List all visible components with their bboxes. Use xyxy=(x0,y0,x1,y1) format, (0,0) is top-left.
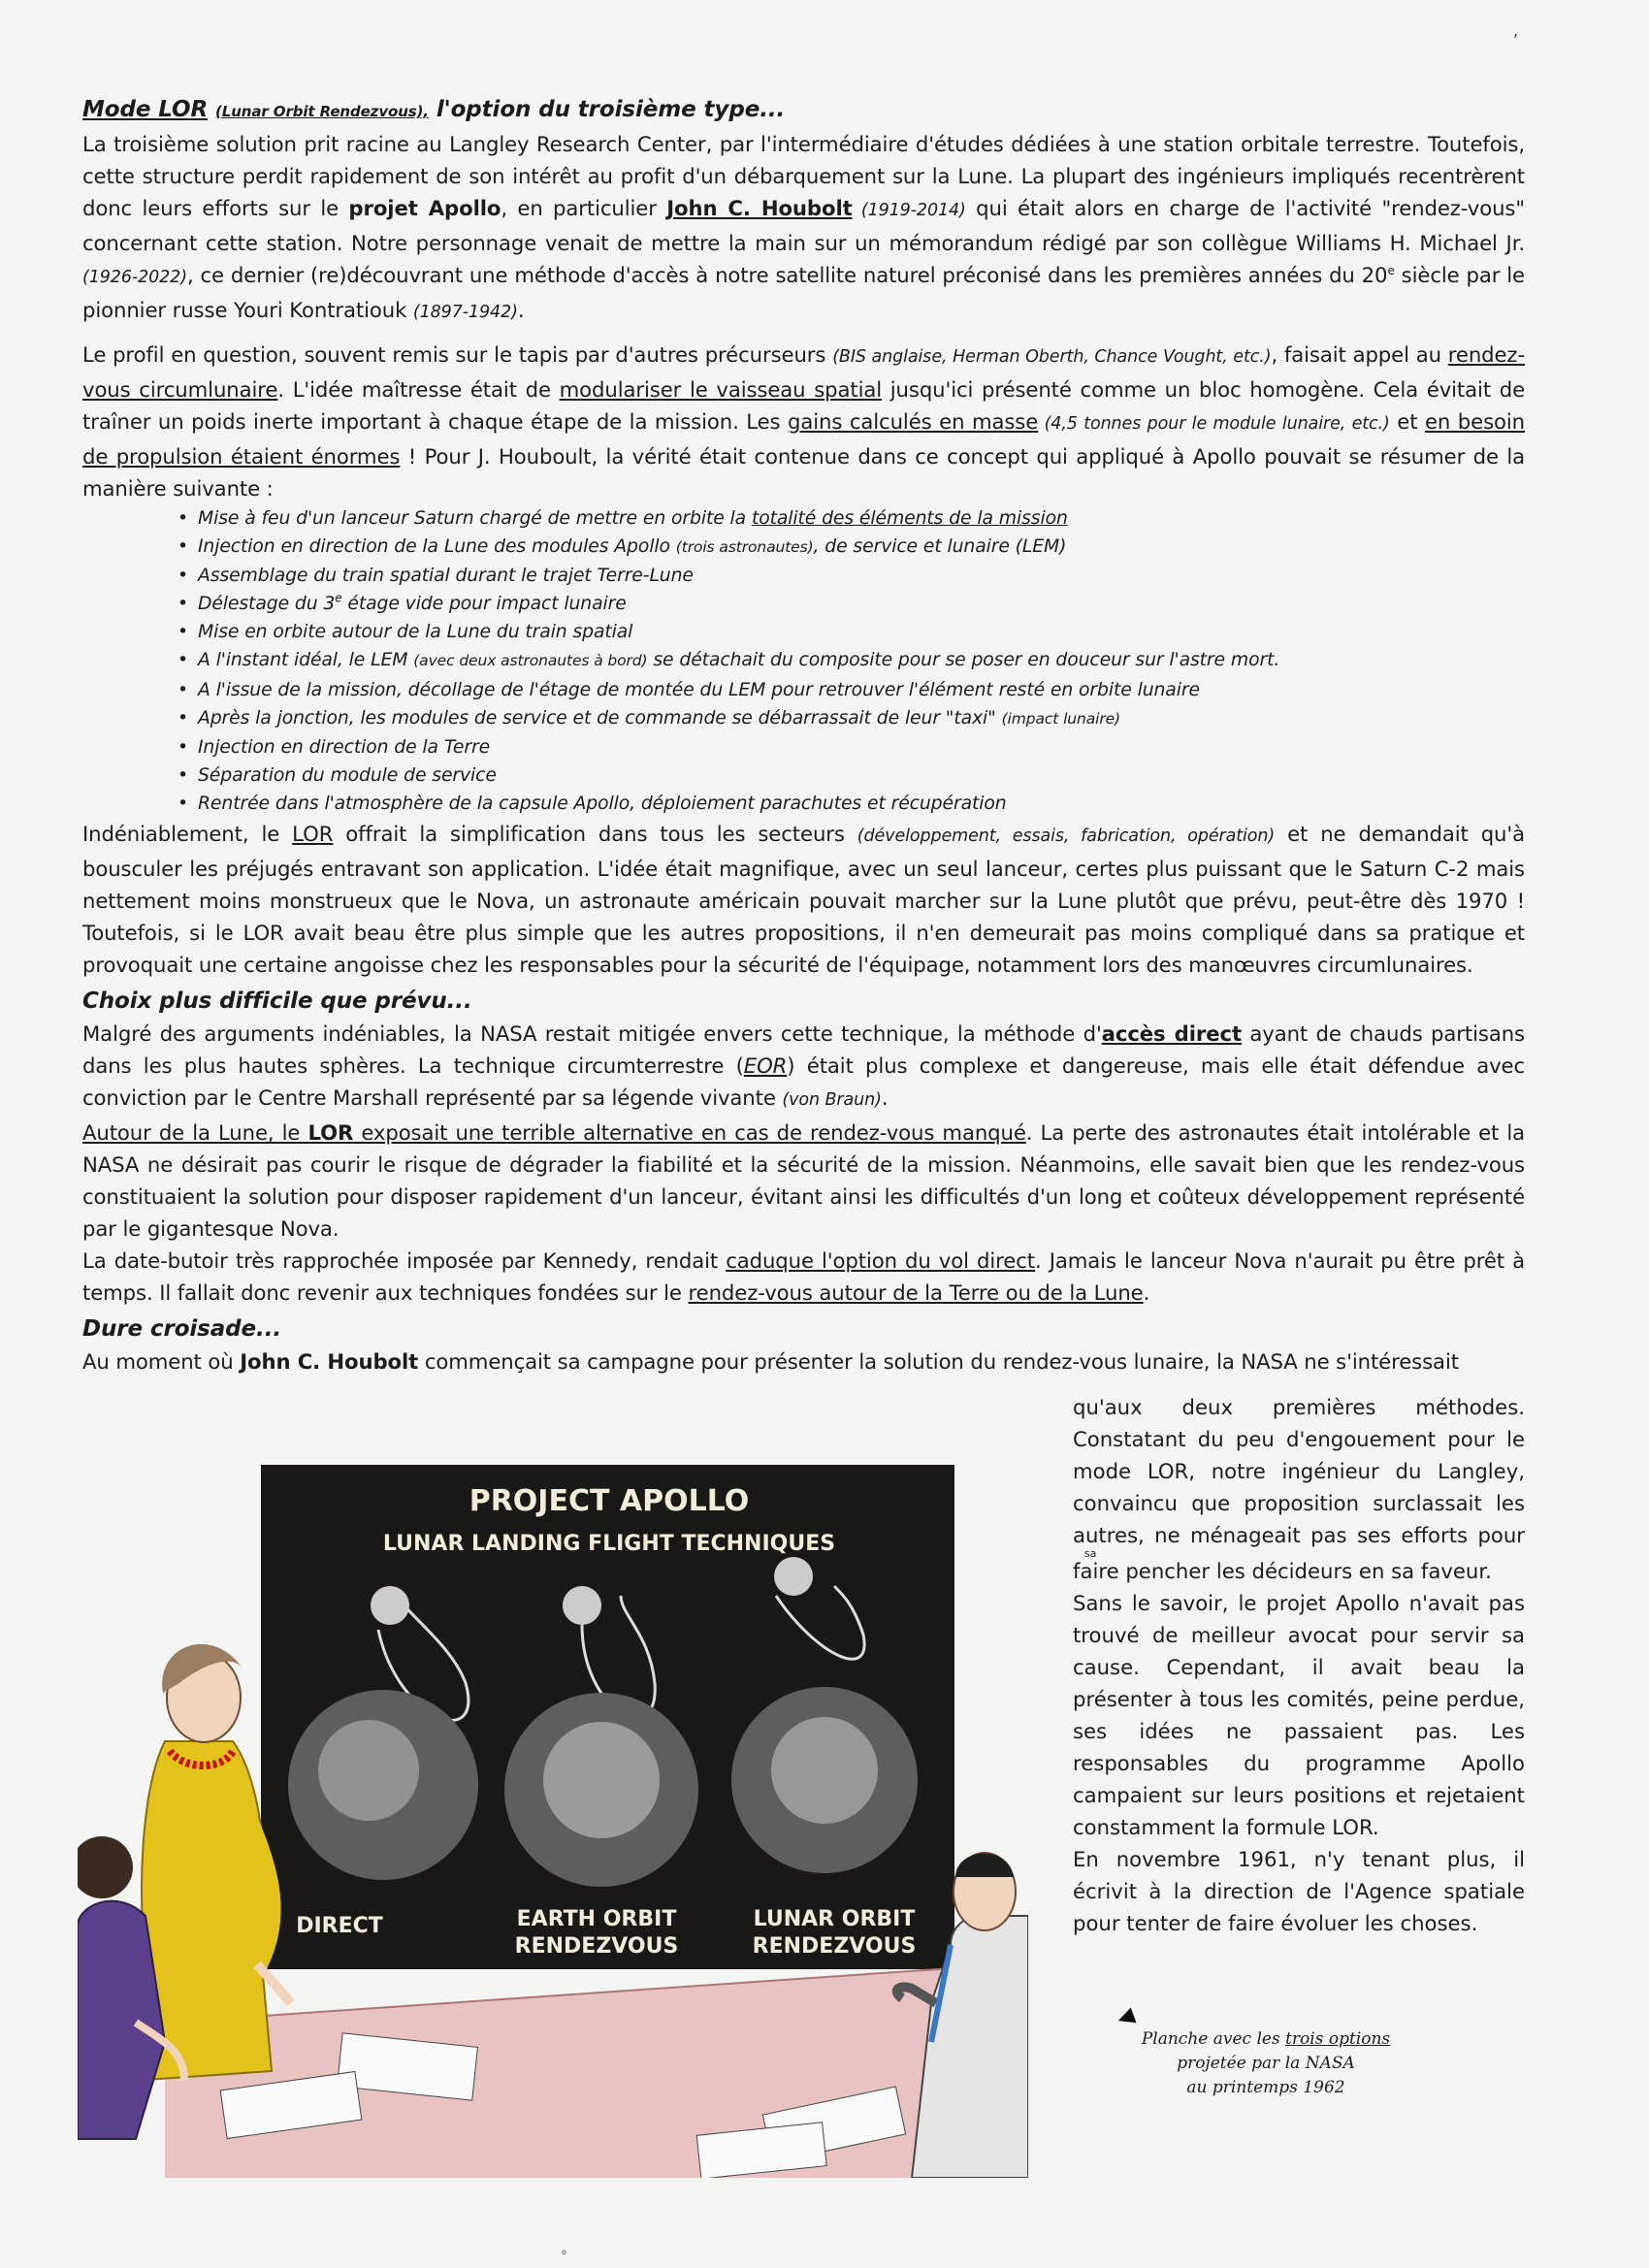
paragraph-2: Le profil en question, souvent remis sur le tapis par d'autres précurseurs (BIS anglaise, Herman Oberth, Chance Vought, etc.), faisait appel au rendez-vous circumlunaire. L'idée maîtresse était de modulariser le vaisseau spatial jusqu'ici présenté comme un bloc homogène. Cela évitait de traîner un poids inerte important à chaque étape de la mission. Les gains calculés en masse (4,5 tonnes pour le module lunaire, etc.) et en besoin de propulsion étaient énormes ! Pour J. Houboult, la vérité était contenue dans ce concept qui appliqué à Apollo pouvait se résumer de la manière suivante : xyxy=(82,342,1526,501)
handwritten-insert: sa xyxy=(1083,1547,1097,1560)
title-rest: l'option du troisième type... xyxy=(428,97,786,122)
label-earth-orbit: EARTH ORBIT xyxy=(516,1907,677,1931)
list-item: • Assemblage du train spatial durant le trajet Terre-Lune xyxy=(178,562,1525,590)
section-title-choix: Choix plus difficile que prévu... xyxy=(82,988,472,1015)
label-lunar-orbit: LUNAR ORBIT xyxy=(753,1907,916,1931)
list-item: • Mise en orbite autour de la Lune du train spatial xyxy=(178,618,1525,646)
project-apollo-illustration xyxy=(78,1460,1028,2178)
list-item: • Injection en direction de la Lune des modules Apollo (trois astronautes), de service et lunaire (LEM) xyxy=(178,533,1525,562)
list-item: • Après la jonction, les modules de service et de commande se débarrassait de leur "taxi" (impact lunaire) xyxy=(178,704,1525,733)
title-paren: (Lunar Orbit Rendezvous), xyxy=(214,103,429,120)
list-item: • Délestage du 3e étage vide pour impact lunaire xyxy=(178,590,1525,618)
paragraph-3: Indéniablement, le LOR offrait la simplification dans tous les secteurs (développement, essais, fabrication, opération) et ne demandait qu'à bousculer les préjugés entravant son application. L'idée était magnifique, avec un seul lanceur, certes plus puissant que le Saturn C-2 mais nettement moins monstrueux que le Nova, un astronaute américain pouvait marcher sur la Lune plutôt que prévu, peut-être dès 1970 ! Toutefois, si le LOR avait beau être plus simple que les autres propositions, il n'en demeurait pas moins compliqué dans sa pratique et provoquait une certaine angoisse chez les responsables pour la sécurité de l'équipage, notamment lors des manœuvres circumlunaires. xyxy=(82,822,1525,978)
margin-mark: , xyxy=(1513,21,1519,40)
list-item: • A l'instant idéal, le LEM (avec deux astronautes à bord) se détachait du composite pour se poser en douceur sur l'astre mort. xyxy=(178,646,1525,675)
page-mark: ° xyxy=(561,2249,567,2264)
label-lunar-rendezvous: RENDEZVOUS xyxy=(752,1934,917,1959)
pointer-arrow-icon: ◀ xyxy=(1114,2002,1138,2032)
board-title: PROJECT APOLLO xyxy=(469,1484,750,1518)
mission-steps-list xyxy=(82,504,1525,818)
paragraph-5: Autour de la Lune, le LOR exposait une terrible alternative en cas de rendez-vous manqué. La perte des astronautes était intolérable et la NASA ne désirait pas courir le risque de dégrader la fiabilité et la sécurité de la mission. Néanmoins, elle savait bien que les rendez-vous constituaient la solution pour disposer rapidement d'un lanceur, évitant ainsi les difficultés d'un long et coûteux développement représenté par le gigantesque Nova. xyxy=(82,1120,1526,1242)
illustration-caption: Planche avec les trois options projetée par la NASA au printemps 1962 xyxy=(1141,2029,1391,2097)
section-title-lor xyxy=(82,93,1525,128)
side-paragraph-2: Sans le savoir, le projet Apollo n'avait pas trouvé de meilleur avocat pour servir sa cause. Cependant, il avait beau la présenter à tous les comités, peine perdue, ses idées ne passaient pas. Les responsables du programme Apollo campaient sur leurs positions et rejetaient constamment la formule LOR. xyxy=(1073,1591,1525,1840)
title-main: Mode LOR xyxy=(82,97,209,122)
side-paragraph-1: qu'aux deux premières méthodes. Constatant du peu d'engouement pour le mode LOR, notre ingénieur du Langley, convaincu que proposition surclassait les autres, ne ménageait pas ses efforts pour faire pencher les décideurs en sa faveur.$^{sa}$ xyxy=(1073,1395,1525,1584)
list-item: • Mise à feu d'un lanceur Saturn chargé de mettre en orbite la totalité des éléments de la mission xyxy=(178,504,1525,533)
list-item: • Rentrée dans l'atmosphère de la capsule Apollo, déploiement parachutes et récupération xyxy=(178,790,1525,818)
paragraph-4: Malgré des arguments indéniables, la NASA restait mitigée envers cette technique, la méthode d'accès direct ayant de chauds partisans dans les plus hautes sphères. La technique circumterrestre (EOR) était plus complexe et dangereuse, mais elle était défendue avec conviction par le Centre Marshall représenté par sa légende vivante (von Braun). xyxy=(82,1021,1525,1111)
paragraph-7: Au moment où John C. Houbolt commençait sa campagne pour présenter la solution du rendez-vous lunaire, la NASA ne s'intéressait xyxy=(82,1349,1459,1375)
side-paragraph-3: En novembre 1961, n'y tenant plus, il écrivit à la direction de l'Agence spatiale pour tenter de faire évoluer les choses. xyxy=(1073,1847,1525,1936)
section-title-croisade: Dure croisade... xyxy=(82,1316,281,1343)
side-column-text xyxy=(1073,1391,1525,1939)
document-body xyxy=(82,89,1525,1377)
list-item: • A l'issue de la mission, décollage de l'étage de montée du LEM pour retrouver l'élément resté en orbite lunaire xyxy=(178,676,1525,704)
list-item: • Séparation du module de service xyxy=(178,761,1525,790)
list-item: • Injection en direction de la Terre xyxy=(178,733,1525,761)
paragraph-1: La troisième solution prit racine au Langley Research Center, par l'intermédiaire d'études dédiées à une station orbitale terrestre. Toutefois, cette structure perdit rapidement de son intérêt au profit d'un débarquement sur la Lune. La plupart des ingénieurs impliqués recentrèrent donc leurs efforts sur le projet Apollo, en particulier John C. Houbolt (1919-2014) qui était alors en charge de l'activité "rendez-vous" concernant cette station. Notre personnage venait de mettre la main sur un mémorandum rédigé par son collègue Williams H. Michael Jr. (1926-2022), ce dernier (re)découvrant une méthode d'accès à notre satellite naturel préconisé dans les premières années du 20e siècle par le pionnier russe Youri Kontratiouk (1897-1942). xyxy=(82,132,1525,322)
board-subtitle: LUNAR LANDING FLIGHT TECHNIQUES xyxy=(382,1532,836,1556)
paragraph-6: La date-butoir très rapprochée imposée par Kennedy, rendait caduque l'option du vol direct. Jamais le lanceur Nova n'aurait pu être prêt à temps. Il fallait donc revenir aux techniques fondées sur le rendez-vous autour de la Terre ou de la Lune. xyxy=(82,1248,1525,1306)
label-direct: DIRECT xyxy=(296,1914,383,1938)
label-earth-rendezvous: RENDEZVOUS xyxy=(514,1934,679,1959)
